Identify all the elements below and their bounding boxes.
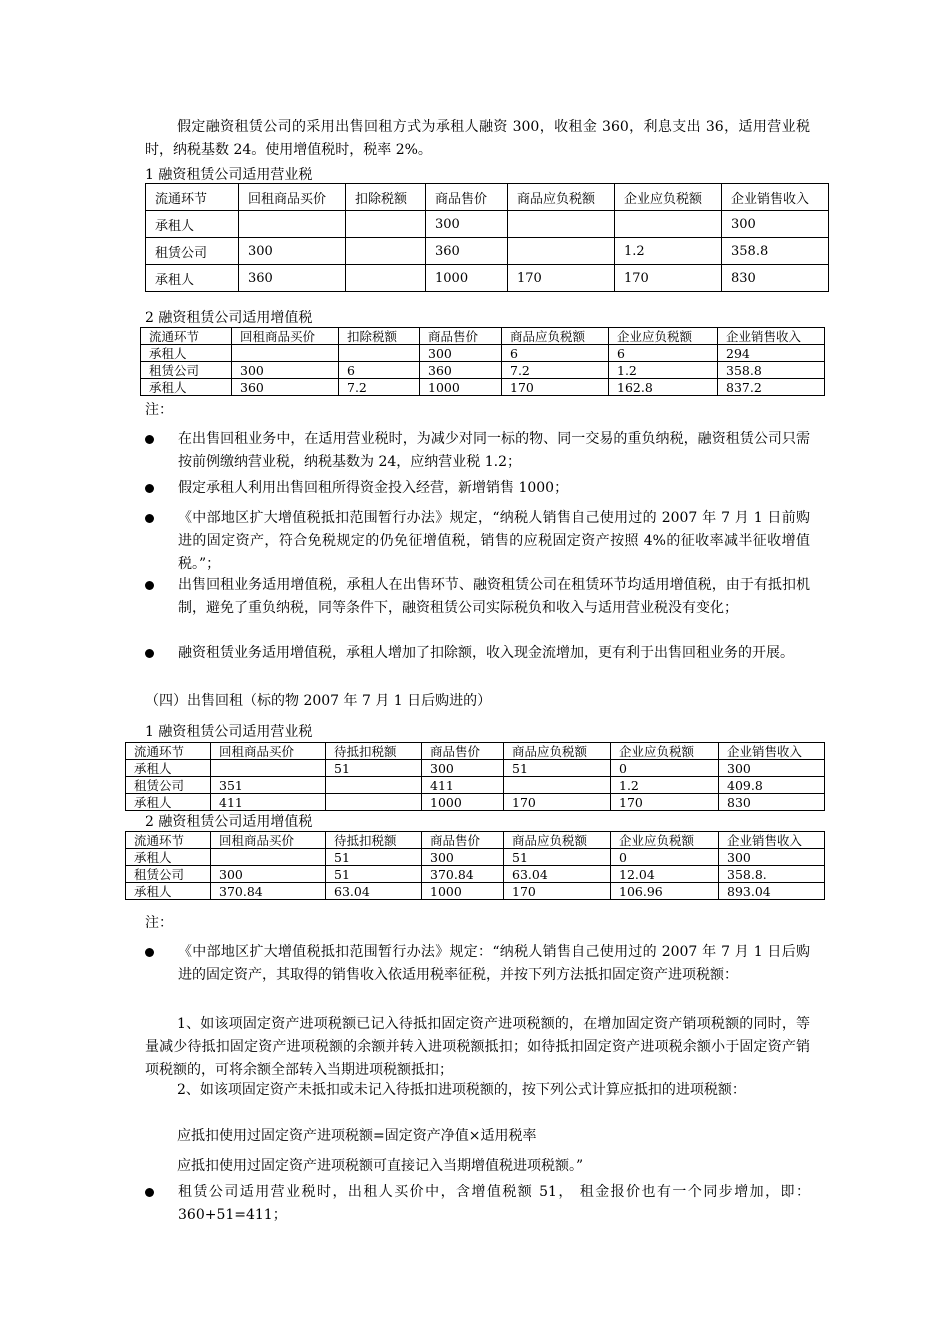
table-cell: 6 bbox=[502, 345, 609, 362]
table-cell: 300 bbox=[719, 760, 825, 777]
table-cell: 1000 bbox=[422, 794, 504, 811]
table-cell: 830 bbox=[719, 794, 825, 811]
bullet-dot-icon bbox=[145, 435, 154, 444]
table-cell: 1.2 bbox=[609, 362, 718, 379]
table-cell: 106.96 bbox=[611, 883, 719, 900]
table-header-cell: 商品应负税额 bbox=[504, 743, 611, 760]
s2-table-vat bbox=[125, 831, 825, 900]
table-cell: 63.04 bbox=[326, 883, 422, 900]
table-cell: 51 bbox=[504, 760, 611, 777]
table-cell: 承租人 bbox=[126, 760, 211, 777]
table-cell: 300 bbox=[422, 760, 504, 777]
table-cell: 409.8 bbox=[719, 777, 825, 794]
s2-formula-2: 应抵扣使用过固定资产进项税额可直接记入当期增值税进项税额。” bbox=[177, 1158, 584, 1174]
table-cell: 893.04 bbox=[719, 883, 825, 900]
table-header-cell: 商品售价 bbox=[420, 328, 502, 345]
s2-table-business-tax bbox=[125, 742, 825, 811]
table-row bbox=[146, 211, 829, 238]
table-header-cell: 回租商品买价 bbox=[232, 328, 339, 345]
table-header-cell: 企业销售收入 bbox=[719, 743, 825, 760]
table-cell bbox=[615, 211, 722, 238]
s2-note-label: 注： bbox=[145, 915, 173, 931]
bullet-dot-icon bbox=[145, 581, 154, 590]
table-row bbox=[141, 345, 825, 362]
table-row bbox=[141, 362, 825, 379]
table-cell bbox=[239, 211, 346, 238]
table-cell: 6 bbox=[609, 345, 718, 362]
table-cell: 358.8 bbox=[722, 238, 829, 265]
table-row bbox=[126, 866, 825, 883]
table-row bbox=[126, 849, 825, 866]
table-cell: 170 bbox=[615, 265, 722, 292]
table-cell: 170 bbox=[508, 265, 615, 292]
table-cell: 300 bbox=[426, 211, 508, 238]
table-cell bbox=[346, 238, 426, 265]
table-cell: 1000 bbox=[426, 265, 508, 292]
table-cell bbox=[346, 211, 426, 238]
s2-item-1: 1、如该项固定资产进项税额已记入待抵扣固定资产进项税额的，在增加固定资产销项税额的同时，等量减少待抵扣固定资产进项税额的余额并转入进项税额抵扣；如待抵扣固定资产进项税余额小于固定资产销项税额的，可将余额全部转入当期进项税额抵扣； bbox=[145, 1016, 810, 1078]
table-cell: 300 bbox=[232, 362, 339, 379]
table-cell: 294 bbox=[718, 345, 825, 362]
table-header-cell: 回租商品买价 bbox=[211, 832, 326, 849]
table-header-cell: 流通环节 bbox=[141, 328, 232, 345]
table-row bbox=[146, 265, 829, 292]
s1-bullet-3: 《中部地区扩大增值税抵扣范围暂行办法》规定，“纳税人销售自己使用过的 2007 年 7 月 1 日前购进的固定资产，符合免税规定的仍免征增值税，销售的应税固定资产按照 4%的征收率减半征收增值税。”； bbox=[145, 507, 810, 576]
table-cell: 360 bbox=[232, 379, 339, 396]
table-header-cell: 商品应负税额 bbox=[502, 328, 609, 345]
table-cell: 51 bbox=[504, 849, 611, 866]
table-header-cell: 商品售价 bbox=[426, 184, 508, 211]
table-header-cell: 企业销售收入 bbox=[722, 184, 829, 211]
table-row bbox=[126, 794, 825, 811]
s2-item-2: 2、如该项固定资产未抵扣或未记入待抵扣进项税额的，按下列公式计算应抵扣的进项税额： bbox=[177, 1082, 746, 1098]
table-cell: 360 bbox=[420, 362, 502, 379]
table-cell: 1.2 bbox=[611, 777, 719, 794]
table-cell: 承租人 bbox=[126, 883, 211, 900]
table-header-cell: 待抵扣税额 bbox=[326, 743, 422, 760]
table-header-cell: 扣除税额 bbox=[339, 328, 420, 345]
table-cell: 411 bbox=[211, 794, 326, 811]
table-cell bbox=[326, 777, 422, 794]
table-cell: 300 bbox=[722, 211, 829, 238]
table-cell: 1.2 bbox=[615, 238, 722, 265]
table-cell bbox=[211, 849, 326, 866]
bullet-dot-icon bbox=[145, 514, 154, 523]
table-cell: 411 bbox=[422, 777, 504, 794]
table-cell: 830 bbox=[722, 265, 829, 292]
table-cell: 300 bbox=[211, 866, 326, 883]
table-header-cell: 回租商品买价 bbox=[211, 743, 326, 760]
s1-note-label: 注： bbox=[145, 402, 173, 418]
s2-caption-2: 2 融资租赁公司适用增值税 bbox=[145, 814, 313, 830]
table-header-cell: 企业应负税额 bbox=[611, 832, 719, 849]
s1-bullet-5: 融资租赁业务适用增值税，承租人增加了扣除额，收入现金流增加，更有利于出售回租业务的开展。 bbox=[145, 642, 810, 665]
table-cell: 170 bbox=[504, 883, 611, 900]
table-cell bbox=[346, 265, 426, 292]
table-cell: 0 bbox=[611, 849, 719, 866]
table-cell bbox=[326, 794, 422, 811]
intro-paragraph: 假定融资租赁公司的采用出售回租方式为承租人融资 300，收租金 360，利息支出 36，适用营业税时，纳税基数 24。使用增值税时，税率 2%。 bbox=[145, 119, 810, 158]
table-header-cell: 商品售价 bbox=[422, 832, 504, 849]
s1-table-vat bbox=[140, 327, 825, 396]
table-cell: 300 bbox=[420, 345, 502, 362]
table-cell: 承租人 bbox=[126, 849, 211, 866]
table-header-cell: 企业应负税额 bbox=[611, 743, 719, 760]
s1-caption-2: 2 融资租赁公司适用增值税 bbox=[145, 310, 313, 326]
table-header-cell: 企业应负税额 bbox=[615, 184, 722, 211]
s2-heading: （四）出售回租（标的物 2007 年 7 月 1 日后购进的） bbox=[145, 693, 492, 709]
table-cell: 12.04 bbox=[611, 866, 719, 883]
table-header-row bbox=[126, 832, 825, 849]
bullet-dot-icon bbox=[145, 484, 154, 493]
s1-bullet-2: 假定承租人利用出售回租所得资金投入经营，新增销售 1000； bbox=[145, 477, 810, 500]
s2-bullet-2: 租赁公司适用营业税时，出租人买价中，含增值税额 51， 租金报价也有一个同步增加，即：360+51=411； bbox=[145, 1181, 810, 1227]
table-header-cell: 回租商品买价 bbox=[239, 184, 346, 211]
table-header-row bbox=[141, 328, 825, 345]
s1-table-business-tax bbox=[145, 183, 829, 292]
table-cell: 承租人 bbox=[141, 345, 232, 362]
bullet-dot-icon bbox=[145, 1188, 154, 1197]
table-cell: 51 bbox=[326, 849, 422, 866]
table-cell: 170 bbox=[502, 379, 609, 396]
table-cell: 6 bbox=[339, 362, 420, 379]
bullet-dot-icon bbox=[145, 649, 154, 658]
table-header-cell: 企业销售收入 bbox=[719, 832, 825, 849]
table-cell: 承租人 bbox=[146, 211, 239, 238]
table-cell bbox=[339, 345, 420, 362]
table-cell: 162.8 bbox=[609, 379, 718, 396]
table-cell: 租赁公司 bbox=[126, 777, 211, 794]
table-cell: 7.2 bbox=[502, 362, 609, 379]
bullet-dot-icon bbox=[145, 948, 154, 957]
table-cell bbox=[211, 760, 326, 777]
table-cell: 承租人 bbox=[141, 379, 232, 396]
table-row bbox=[126, 760, 825, 777]
table-header-cell: 商品应负税额 bbox=[504, 832, 611, 849]
table-header-row bbox=[126, 743, 825, 760]
table-cell: 300 bbox=[239, 238, 346, 265]
table-cell: 1000 bbox=[422, 883, 504, 900]
table-cell: 租赁公司 bbox=[126, 866, 211, 883]
table-row bbox=[141, 379, 825, 396]
table-cell: 837.2 bbox=[718, 379, 825, 396]
table-cell bbox=[232, 345, 339, 362]
table-header-cell: 扣除税额 bbox=[346, 184, 426, 211]
table-row bbox=[146, 238, 829, 265]
table-header-cell: 流通环节 bbox=[126, 743, 211, 760]
table-header-cell: 商品售价 bbox=[422, 743, 504, 760]
table-header-cell: 企业销售收入 bbox=[718, 328, 825, 345]
table-cell: 63.04 bbox=[504, 866, 611, 883]
table-cell: 300 bbox=[422, 849, 504, 866]
table-cell: 370.84 bbox=[211, 883, 326, 900]
table-cell: 0 bbox=[611, 760, 719, 777]
table-header-cell: 企业应负税额 bbox=[609, 328, 718, 345]
table-header-cell: 商品应负税额 bbox=[508, 184, 615, 211]
table-row bbox=[126, 883, 825, 900]
table-cell: 370.84 bbox=[422, 866, 504, 883]
table-cell: 租赁公司 bbox=[146, 238, 239, 265]
s2-bullet-1: 《中部地区扩大增值税抵扣范围暂行办法》规定：“纳税人销售自己使用过的 2007 年 7 月 1 日后购进的固定资产，其取得的销售收入依适用税率征税，并按下列方法抵扣固定资产进项税额： bbox=[145, 941, 810, 987]
s1-bullet-4: 出售回租业务适用增值税，承租人在出售环节、融资租赁公司在租赁环节均适用增值税，由于有抵扣机制，避免了重负纳税，同等条件下，融资租赁公司实际税负和收入与适用营业税没有变化； bbox=[145, 574, 810, 620]
table-cell: 承租人 bbox=[126, 794, 211, 811]
s2-formula: 应抵扣使用过固定资产进项税额=固定资产净值×适用税率 bbox=[177, 1128, 537, 1144]
table-header-cell: 流通环节 bbox=[146, 184, 239, 211]
s1-caption-1: 1 融资租赁公司适用营业税 bbox=[145, 167, 313, 183]
table-header-cell: 流通环节 bbox=[126, 832, 211, 849]
table-cell: 358.8 bbox=[718, 362, 825, 379]
table-cell: 7.2 bbox=[339, 379, 420, 396]
table-cell: 170 bbox=[504, 794, 611, 811]
table-cell: 358.8. bbox=[719, 866, 825, 883]
table-row bbox=[126, 777, 825, 794]
table-cell bbox=[508, 211, 615, 238]
table-cell: 承租人 bbox=[146, 265, 239, 292]
table-cell: 租赁公司 bbox=[141, 362, 232, 379]
table-cell: 170 bbox=[611, 794, 719, 811]
table-header-row bbox=[146, 184, 829, 211]
table-cell: 360 bbox=[426, 238, 508, 265]
s2-caption-1: 1 融资租赁公司适用营业税 bbox=[145, 724, 313, 740]
table-cell: 51 bbox=[326, 866, 422, 883]
table-cell: 1000 bbox=[420, 379, 502, 396]
table-cell: 300 bbox=[719, 849, 825, 866]
s1-bullet-1: 在出售回租业务中，在适用营业税时，为减少对同一标的物、同一交易的重负纳税，融资租赁公司只需按前例缴纳营业税，纳税基数为 24，应纳营业税 1.2； bbox=[145, 428, 810, 474]
table-cell: 351 bbox=[211, 777, 326, 794]
table-header-cell: 待抵扣税额 bbox=[326, 832, 422, 849]
table-cell bbox=[508, 238, 615, 265]
table-cell: 51 bbox=[326, 760, 422, 777]
table-cell bbox=[504, 777, 611, 794]
table-cell: 360 bbox=[239, 265, 346, 292]
